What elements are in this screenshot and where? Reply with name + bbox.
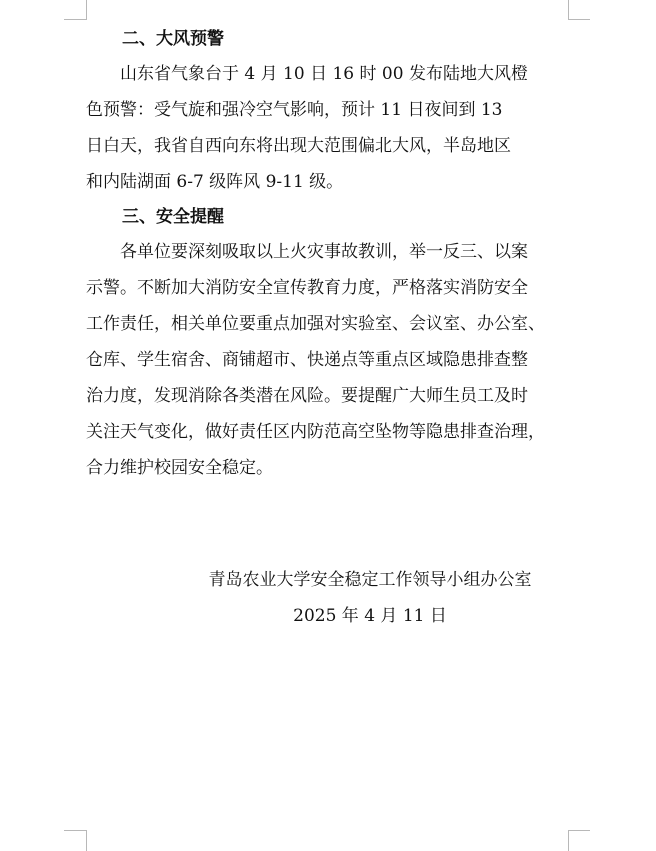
paragraph-line: 色预警：受气旋和强冷空气影响，预计 11 日夜间到 13 <box>86 100 503 120</box>
crop-mark-top-right <box>568 0 569 20</box>
paragraph-line: 合力维护校园安全稳定。 <box>86 458 273 478</box>
crop-mark-top-left <box>64 19 86 20</box>
crop-mark-bottom-right <box>568 830 590 831</box>
paragraph-line: 和内陆湖面 6-7 级阵风 9-11 级。 <box>86 172 344 192</box>
paragraph-line: 日白天，我省自西向东将出现大范围偏北大风，半岛地区 <box>86 136 511 156</box>
paragraph-wind-warning <box>86 56 570 200</box>
crop-mark-top-left <box>86 0 87 20</box>
section-heading-safety-reminder: 三、安全提醒 <box>122 207 224 227</box>
signature-date: 2025 年 4 月 11 日 <box>293 606 447 626</box>
paragraph-line: 仓库、学生宿舍、商铺超市、快递点等重点区域隐患排查整 <box>86 350 528 370</box>
paragraph-line: 关注天气变化，做好责任区内防范高空坠物等隐患排查治理， <box>86 422 545 442</box>
paragraph-line: 山东省气象台于 4 月 10 日 16 时 00 发布陆地大风橙 <box>120 64 528 84</box>
paragraph-line: 各单位要深刻吸取以上火灾事故教训，举一反三、以案 <box>120 242 528 262</box>
crop-mark-top-right <box>568 19 590 20</box>
paragraph-line: 示警。不断加大消防安全宣传教育力度，严格落实消防安全 <box>86 278 528 298</box>
crop-mark-bottom-right <box>568 830 569 851</box>
paragraph-line: 治力度，发现消除各类潜在风险。要提醒广大师生员工及时 <box>86 386 528 406</box>
paragraph-safety-reminder <box>86 234 570 486</box>
document-body <box>86 22 570 486</box>
crop-mark-bottom-left <box>64 830 86 831</box>
paragraph-line: 工作责任，相关单位要重点加强对实验室、会议室、办公室、 <box>86 314 545 334</box>
section-heading-wind-warning: 二、大风预警 <box>122 29 224 49</box>
crop-mark-bottom-left <box>86 830 87 851</box>
signature-organization: 青岛农业大学安全稳定工作领导小组办公室 <box>208 570 532 590</box>
